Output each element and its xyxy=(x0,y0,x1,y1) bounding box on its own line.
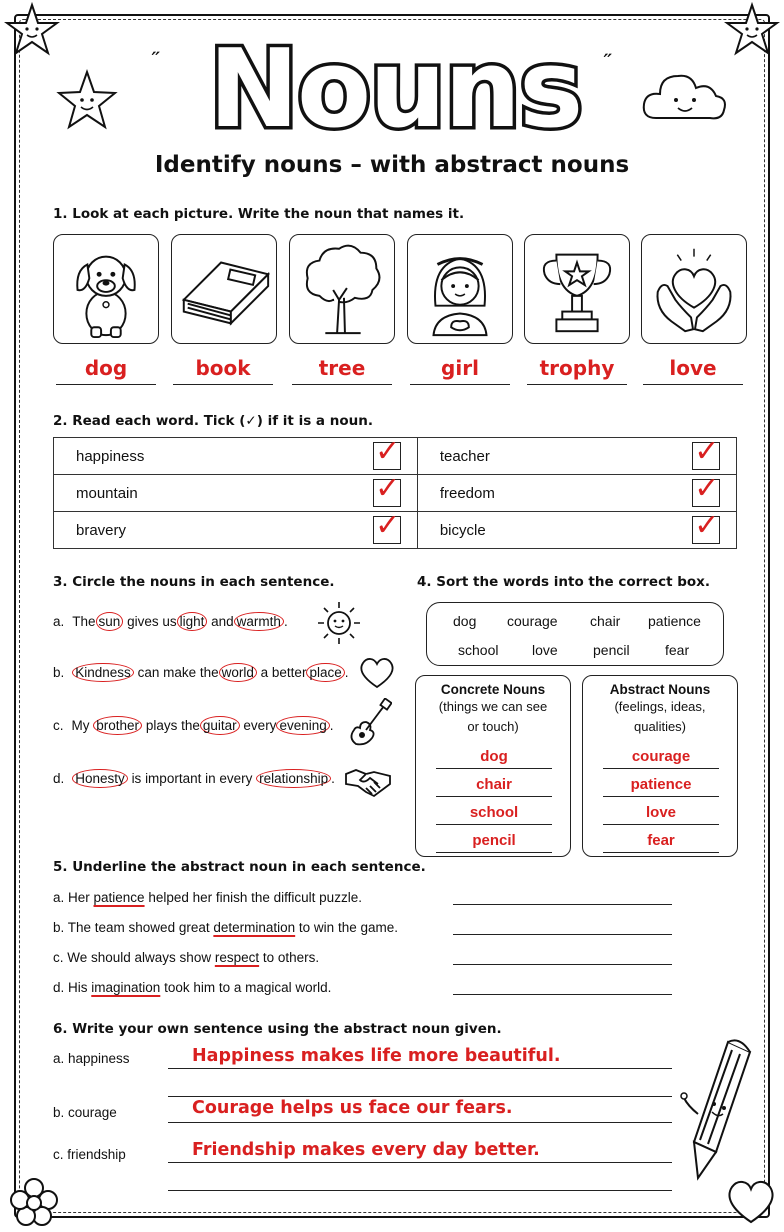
trophy-icon xyxy=(525,235,629,343)
word-cell: happiness xyxy=(54,438,358,475)
category-description: or touch) xyxy=(467,719,519,734)
underlined-noun[interactable]: determination xyxy=(213,920,296,935)
answer-word: love xyxy=(669,356,717,380)
word-cell: teacher xyxy=(417,438,676,475)
writing-line[interactable] xyxy=(168,1162,672,1163)
sentence-text: a. Her xyxy=(53,890,94,905)
word-bank-item[interactable]: school xyxy=(458,642,499,658)
sentence-text: b. The team showed great xyxy=(53,920,214,935)
checkmark-icon: ✓ xyxy=(375,471,401,506)
smiling-cloud-icon xyxy=(636,60,732,136)
word-bank-item[interactable]: dog xyxy=(453,613,477,629)
star-corner-icon xyxy=(4,2,60,58)
picture-box-tree xyxy=(289,234,395,344)
sentence-text: to win the game. xyxy=(295,920,398,935)
checkmark-icon: ✓ xyxy=(694,434,720,469)
answer-word: dog xyxy=(84,356,128,380)
sentence-item xyxy=(53,890,362,905)
word-bank-item[interactable]: fear xyxy=(665,642,690,658)
underlined-noun[interactable]: respect xyxy=(214,950,260,965)
heart-icon xyxy=(358,656,396,690)
checkmark-icon: ✓ xyxy=(375,434,401,469)
sparkle-icon: ˶ xyxy=(152,38,160,63)
sentence-text: to others. xyxy=(259,950,320,965)
answer-line[interactable] xyxy=(643,384,743,385)
circled-noun[interactable]: Honesty xyxy=(72,769,128,788)
question-6-heading: 6. Write your own sentence using the abstract noun given. xyxy=(53,1021,502,1037)
word-cell: bicycle xyxy=(417,512,676,549)
circled-noun[interactable]: world xyxy=(219,663,257,682)
written-sentence: Friendship makes every day better. xyxy=(192,1140,540,1160)
sentence-text: d. His xyxy=(53,980,92,995)
item-label: a. happiness xyxy=(53,1051,130,1066)
checkbox[interactable] xyxy=(373,508,401,544)
answer-word: trophy xyxy=(539,356,615,380)
item-label: c. xyxy=(53,718,64,733)
table-row xyxy=(54,438,737,475)
circled-noun[interactable]: relationship xyxy=(256,769,331,788)
sentence-text: . xyxy=(283,614,288,629)
item-label: d. xyxy=(53,771,65,786)
table-row xyxy=(54,512,737,549)
sparkle-icon: ˶ xyxy=(604,40,612,65)
checkbox[interactable] xyxy=(373,434,401,470)
answer-line[interactable] xyxy=(453,994,672,995)
sentence-text: The xyxy=(72,614,96,629)
sentence-text: took him to a magical world. xyxy=(160,980,332,995)
answer-word: book xyxy=(195,356,251,380)
circled-noun[interactable]: sun xyxy=(96,612,124,631)
question-1-heading: 1. Look at each picture. Write the noun that names it. xyxy=(53,206,465,222)
sentence-text: and xyxy=(211,614,234,629)
table-row xyxy=(54,475,737,512)
answer-line[interactable] xyxy=(410,384,510,385)
writing-line[interactable] xyxy=(168,1122,672,1123)
answer-line[interactable] xyxy=(56,384,156,385)
worksheet-subtitle: Identify nouns – with abstract nouns xyxy=(154,152,630,178)
guitar-icon xyxy=(346,698,392,748)
checkbox[interactable] xyxy=(692,434,720,470)
picture-box-book xyxy=(171,234,277,344)
checkbox-cell[interactable] xyxy=(357,508,417,549)
item-label: a. xyxy=(53,614,65,629)
sentence-item xyxy=(53,980,331,995)
word-bank-item[interactable]: courage xyxy=(507,613,558,629)
sentence-d xyxy=(53,771,335,786)
sentence-text: helped her finish the difficult puzzle. xyxy=(144,890,362,905)
category-title: Abstract Nouns xyxy=(609,682,711,697)
sorted-answer[interactable]: dog xyxy=(436,747,552,769)
checkbox[interactable] xyxy=(692,471,720,507)
sorted-answer[interactable]: patience xyxy=(603,775,719,797)
circled-noun[interactable]: Kindness xyxy=(72,663,134,682)
circled-noun[interactable]: brother xyxy=(93,716,142,735)
item-label: c. friendship xyxy=(53,1147,126,1162)
sorted-answer[interactable]: school xyxy=(436,803,552,825)
checkbox[interactable] xyxy=(692,508,720,544)
checkbox-cell[interactable] xyxy=(357,471,417,512)
word-cell: freedom xyxy=(417,475,676,512)
page-title xyxy=(195,14,595,154)
sentence-text: c. We should always show xyxy=(53,950,215,965)
abstract-nouns-box xyxy=(582,675,738,857)
handshake-icon xyxy=(344,764,392,798)
star-corner-icon xyxy=(724,2,780,58)
picture-box-trophy xyxy=(524,234,630,344)
written-sentence: Happiness makes life more beautiful. xyxy=(192,1046,561,1066)
smiling-star-icon xyxy=(52,66,122,136)
category-title: Concrete Nouns xyxy=(440,682,546,697)
pencil-character-icon xyxy=(676,1036,766,1186)
circled-noun[interactable]: warmth xyxy=(234,612,284,631)
flower-corner-icon xyxy=(8,1176,60,1228)
question-2-heading: 2. Read each word. Tick (✓) if it is a noun. xyxy=(53,413,373,429)
question-5-heading: 5. Underline the abstract noun in each sentence. xyxy=(53,859,426,875)
heart-hands-icon xyxy=(642,235,746,343)
picture-box-girl xyxy=(407,234,513,344)
writing-line[interactable] xyxy=(168,1096,672,1097)
sentence-text: can make the xyxy=(137,665,219,680)
circled-noun[interactable]: guitar xyxy=(200,716,240,735)
answer-word: tree xyxy=(318,356,366,380)
checkbox-cell[interactable] xyxy=(677,508,737,549)
sentence-item xyxy=(53,950,319,965)
sentence-item xyxy=(53,920,398,935)
circled-noun[interactable]: evening xyxy=(276,716,329,735)
underlined-noun[interactable]: imagination xyxy=(91,980,161,995)
checkbox[interactable] xyxy=(373,471,401,507)
category-description: (feelings, ideas, xyxy=(614,699,706,714)
sentence-text: is important in every xyxy=(131,771,253,786)
sentence-b xyxy=(53,665,348,680)
word-bank-item[interactable]: love xyxy=(532,642,558,658)
answer-line[interactable] xyxy=(173,384,273,385)
dog-icon xyxy=(54,235,158,343)
concrete-nouns-box xyxy=(415,675,571,857)
circled-noun[interactable]: place xyxy=(306,663,344,682)
sorted-answer[interactable]: love xyxy=(603,803,719,825)
written-sentence: Courage helps us face our fears. xyxy=(192,1098,513,1118)
sentence-text: . xyxy=(329,718,334,733)
sentence-text: gives us xyxy=(127,614,177,629)
checkmark-icon: ✓ xyxy=(694,508,720,543)
sentence-text: . xyxy=(331,771,335,786)
checkmark-icon: ✓ xyxy=(694,471,720,506)
sentence-text: . xyxy=(344,665,349,680)
checkmark-icon: ✓ xyxy=(375,508,401,543)
sun-icon xyxy=(316,600,362,646)
answer-line[interactable] xyxy=(453,964,672,965)
checkbox-cell[interactable] xyxy=(677,434,737,475)
svg-text:Nouns: Nouns xyxy=(208,27,582,152)
word-cell: bravery xyxy=(54,512,358,549)
sentence-a xyxy=(53,614,288,629)
sentence-text: a better xyxy=(260,665,307,680)
sentence-text: plays the xyxy=(145,718,200,733)
answer-line[interactable] xyxy=(453,934,672,935)
underlined-noun[interactable]: patience xyxy=(93,890,145,905)
writing-line[interactable] xyxy=(168,1190,672,1191)
category-description: (things we can see xyxy=(438,699,548,714)
book-icon xyxy=(172,235,276,343)
picture-box-love xyxy=(641,234,747,344)
answer-line[interactable] xyxy=(292,384,392,385)
answer-word: girl xyxy=(441,356,479,380)
picture-box-dog xyxy=(53,234,159,344)
girl-icon xyxy=(408,235,512,343)
question-3-heading: 3. Circle the nouns in each sentence. xyxy=(53,574,335,590)
category-description: qualities) xyxy=(633,719,687,734)
sentence-text: every xyxy=(243,718,277,733)
circled-noun[interactable]: light xyxy=(177,612,208,631)
answer-line[interactable] xyxy=(527,384,627,385)
sorted-answer[interactable]: courage xyxy=(603,747,719,769)
item-label: b. courage xyxy=(53,1105,117,1120)
sorted-answer[interactable]: pencil xyxy=(436,831,552,853)
tree-icon xyxy=(290,235,394,343)
word-bank-item[interactable]: pencil xyxy=(593,642,630,658)
sentence-c xyxy=(53,718,334,733)
tick-table xyxy=(53,434,737,549)
checkbox-cell[interactable] xyxy=(357,434,417,475)
sorted-answer[interactable]: chair xyxy=(436,775,552,797)
item-label: b. xyxy=(53,665,65,680)
sorted-answer[interactable]: fear xyxy=(603,831,719,853)
word-cell: mountain xyxy=(54,475,358,512)
answer-line[interactable] xyxy=(453,904,672,905)
word-bank-item[interactable]: chair xyxy=(590,613,621,629)
checkbox-cell[interactable] xyxy=(677,471,737,512)
writing-line[interactable] xyxy=(168,1068,672,1069)
word-bank-item[interactable]: patience xyxy=(648,613,701,629)
sentence-text: My xyxy=(71,718,90,733)
question-4-heading: 4. Sort the words into the correct box. xyxy=(417,574,711,590)
